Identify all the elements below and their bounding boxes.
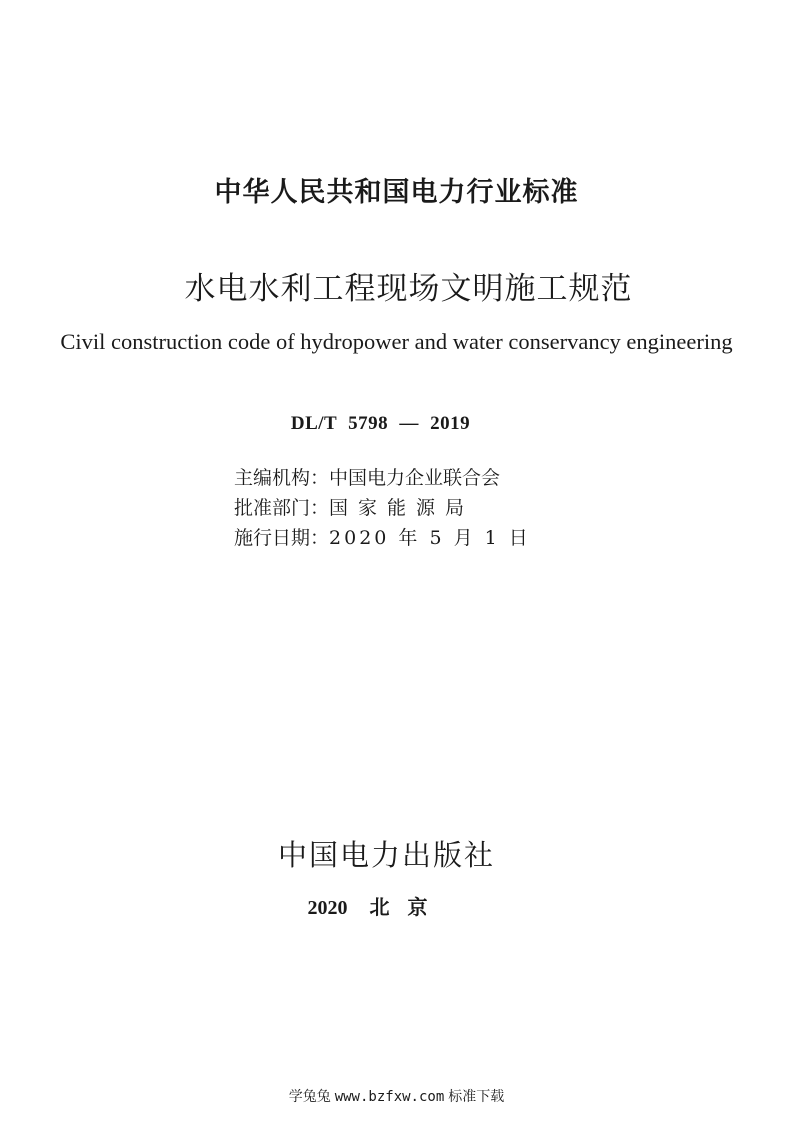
approval-value: 国家能源局 [329,497,475,519]
approval-label: 批准部门： [234,497,330,519]
document-title-english: Civil construction code of hydropower and water conservancy engineering [60,329,733,354]
effective-date-value: 2020 年 5 月 1 日 [329,527,531,549]
publisher-name: 中国电力出版社 [277,838,495,872]
standard-category-heading: 中华人民共和国电力行业标准 [214,177,579,208]
document-title-chinese: 水电水利工程现场文明施工规范 [184,271,633,307]
approval-row [234,493,531,523]
footer-prefix: 学兔兔 [288,1089,331,1105]
publication-year-place [0,891,773,920]
publication-city: 北京 [369,897,446,919]
publication-year: 2020 [307,897,348,919]
footer-suffix: 标准下载 [448,1089,505,1105]
effective-date-row [234,523,531,553]
download-footer [0,1086,793,1106]
editor-label: 主编机构： [234,467,330,489]
issuance-info [234,463,531,553]
editor-value: 中国电力企业联合会 [329,467,501,489]
editor-row [234,463,531,493]
effective-date-label: 施行日期： [234,527,330,549]
footer-site-link[interactable]: www.bzfxw.com [334,1089,445,1105]
standard-code: DL/T 5798 — 2019 [290,413,471,434]
